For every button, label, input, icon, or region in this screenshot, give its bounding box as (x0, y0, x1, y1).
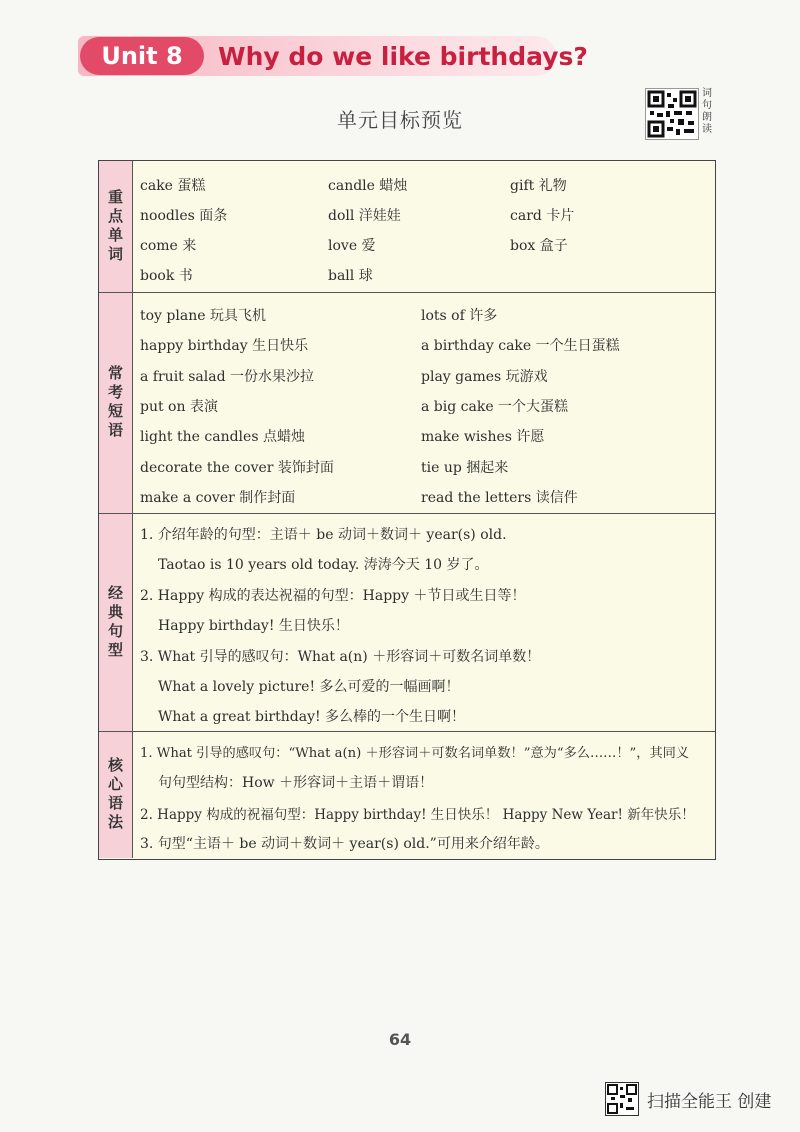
unit-goals-table (98, 160, 716, 860)
row-heading-key-words: 重点单词 (99, 161, 133, 292)
phrase-item: make wishes 许愿 (421, 429, 545, 445)
phrase-item: make a cover 制作封面 (140, 490, 296, 506)
phrase-item: tie up 捆起来 (421, 460, 509, 476)
phrase-item: happy birthday 生日快乐 (140, 338, 309, 354)
phrase-item: decorate the cover 装饰封面 (140, 460, 334, 476)
word-item: candle 蜡烛 (328, 178, 408, 194)
grammar-line: 3. 句型“主语＋ be 动词＋数词＋ year(s) old.”可用来介绍年龄。 (140, 836, 549, 852)
grammar-line: 1. What 引导的感叹句：“What a(n) ＋形容词＋可数名词单数！”意为“多么……！”，其同义 (140, 746, 690, 761)
unit-label: Unit 8 (80, 37, 204, 75)
scanner-qr-icon (605, 1082, 639, 1116)
row-heading-phrases: 常考短语 (99, 293, 133, 513)
scanner-watermark (605, 1082, 772, 1116)
phrase-item: a birthday cake 一个生日蛋糕 (421, 338, 620, 354)
row-sentences (99, 513, 715, 731)
row-key-words (99, 161, 715, 292)
phrase-item: lots of 许多 (421, 308, 498, 324)
phrase-item: a big cake 一个大蛋糕 (421, 399, 569, 415)
word-item: box 盒子 (510, 238, 568, 254)
word-item: come 来 (140, 238, 197, 254)
row-phrases (99, 292, 715, 513)
word-item: book 书 (140, 268, 193, 284)
sentence-line: 3. What 引导的感叹句：What a(n) ＋形容词＋可数名词单数！ (140, 649, 541, 665)
sentence-line: What a lovely picture! 多么可爱的一幅画啊！ (158, 679, 460, 695)
phrase-item: put on 表演 (140, 399, 218, 415)
sentence-line: What a great birthday! 多么棒的一个生日啊！ (158, 709, 466, 725)
grammar-line: 2. Happy 构成的祝福句型：Happy birthday! 生日快乐！ Happy New Year! 新年快乐！ (140, 807, 695, 823)
phrase-item: play games 玩游戏 (421, 369, 548, 385)
word-item: doll 洋娃娃 (328, 208, 401, 224)
qr-label: 词句朗读 (702, 88, 712, 135)
sentence-line: Happy birthday! 生日快乐！ (158, 618, 349, 634)
sentence-line: 2. Happy 构成的表达祝福的句型：Happy ＋节日或生日等！ (140, 588, 526, 604)
scanner-text: 扫描全能王 创建 (647, 1091, 772, 1112)
word-item: noodles 面条 (140, 208, 228, 224)
row-heading-grammar: 核心语法 (99, 732, 133, 858)
word-item: card 卡片 (510, 208, 575, 224)
word-item: ball 球 (328, 268, 373, 284)
word-item: love 爱 (328, 238, 376, 254)
phrase-item: read the letters 读信件 (421, 490, 578, 506)
phrase-item: a fruit salad 一份水果沙拉 (140, 369, 315, 385)
phrase-item: toy plane 玩具飞机 (140, 308, 266, 324)
unit-title: Why do we like birthdays? (218, 42, 588, 71)
grammar-line: 句句型结构：How ＋形容词＋主语＋谓语！ (158, 775, 434, 791)
phrase-item: light the candles 点蜡烛 (140, 429, 305, 445)
row-heading-sentences: 经典句型 (99, 514, 133, 731)
page-number: 64 (388, 1030, 412, 1049)
word-item: cake 蛋糕 (140, 178, 206, 194)
word-item: gift 礼物 (510, 178, 567, 194)
qr-code-icon[interactable] (645, 88, 699, 140)
section-title: 单元目标预览 (337, 108, 463, 132)
sentence-line: Taotao is 10 years old today. 涛涛今天 10 岁了。 (158, 557, 489, 573)
row-grammar (99, 731, 715, 858)
sentence-line: 1. 介绍年龄的句型：主语＋ be 动词＋数词＋ year(s) old. (140, 527, 507, 543)
